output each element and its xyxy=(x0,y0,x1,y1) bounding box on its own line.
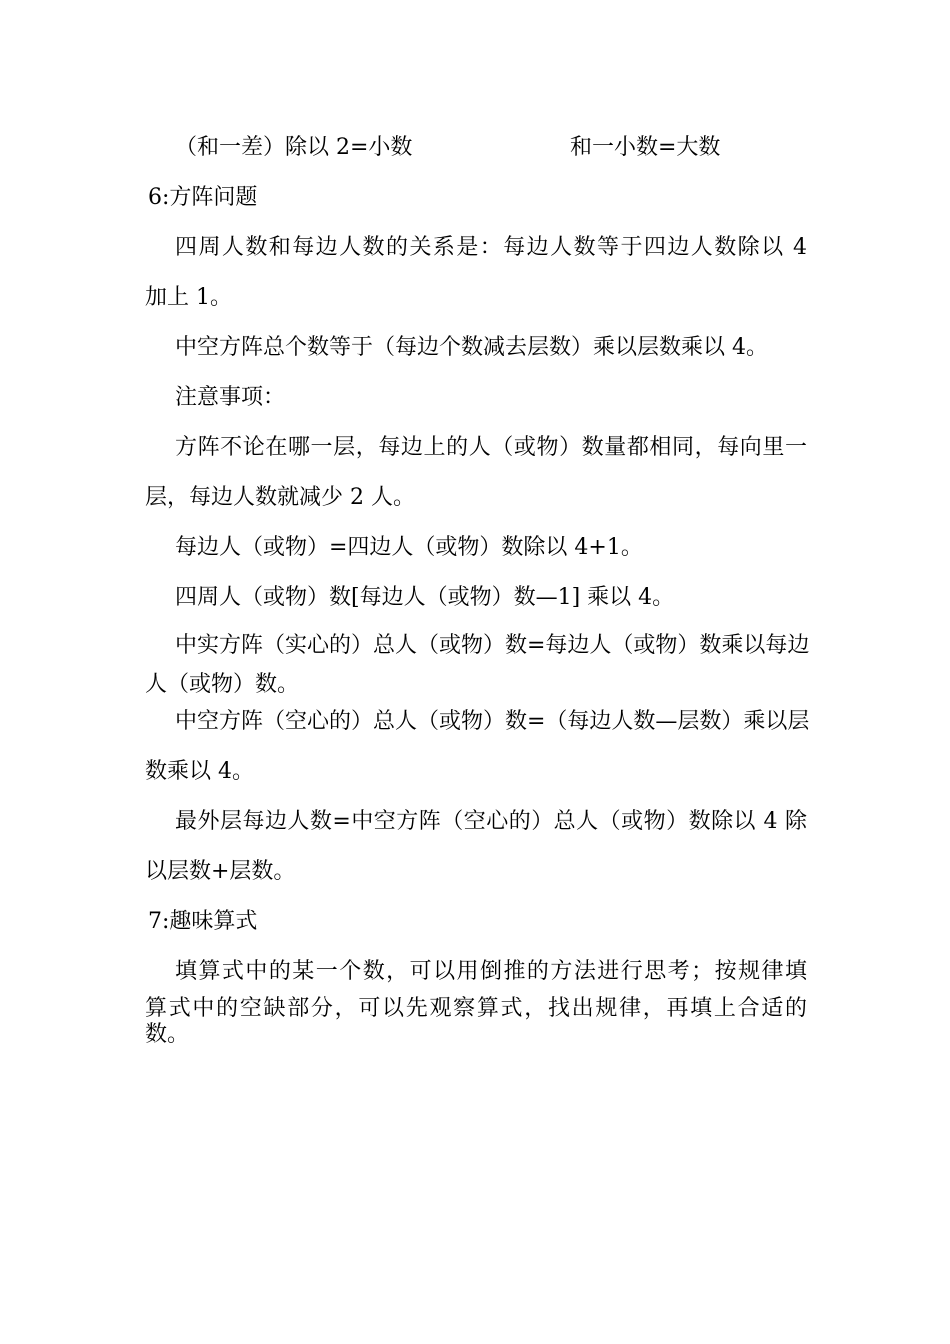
paragraph-line: 以层数+层数。 xyxy=(145,859,296,884)
paragraph-line: 方阵不论在哪一层，每边上的人（或物）数量都相同，每向里一 xyxy=(175,435,807,460)
paragraph-line: 数乘以 4。 xyxy=(145,759,254,784)
paragraph-line: 四周人（或物）数[每边人（或物）数—1] 乘以 4。 xyxy=(175,585,675,610)
formula-large-number: 和一小数=大数 xyxy=(570,135,721,160)
section-heading-fun-equations: 7:趣味算式 xyxy=(148,909,258,934)
paragraph-line: 算式中的空缺部分，可以先观察算式，找出规律，再填上合适的 xyxy=(145,996,807,1021)
paragraph-line: 加上 1。 xyxy=(145,285,232,310)
paragraph-line: 中实方阵（实心的）总人（或物）数=每边人（或物）数乘以每边 xyxy=(175,633,810,658)
paragraph-line: 中空方阵（空心的）总人（或物）数=（每边人数—层数）乘以层 xyxy=(175,709,810,734)
paragraph-line: 最外层每边人数=中空方阵（空心的）总人（或物）数除以 4 除 xyxy=(175,809,807,834)
section-heading-square-array: 6:方阵问题 xyxy=(148,185,258,210)
paragraph-line: 填算式中的某一个数，可以用倒推的方法进行思考；按规律填 xyxy=(175,959,807,984)
paragraph-line: 中空方阵总个数等于（每边个数减去层数）乘以层数乘以 4。 xyxy=(175,335,768,360)
paragraph-line: 四周人数和每边人数的关系是：每边人数等于四边人数除以 4 xyxy=(175,235,807,260)
formula-small-number: （和一差）除以 2=小数 xyxy=(175,135,413,160)
paragraph-line: 每边人（或物）=四边人（或物）数除以 4+1。 xyxy=(175,535,643,560)
notes-heading: 注意事项： xyxy=(175,385,286,410)
paragraph-line: 层，每边人数就减少 2 人。 xyxy=(145,485,415,510)
paragraph-line: 人（或物）数。 xyxy=(145,672,300,697)
paragraph-line: 数。 xyxy=(145,1022,190,1047)
